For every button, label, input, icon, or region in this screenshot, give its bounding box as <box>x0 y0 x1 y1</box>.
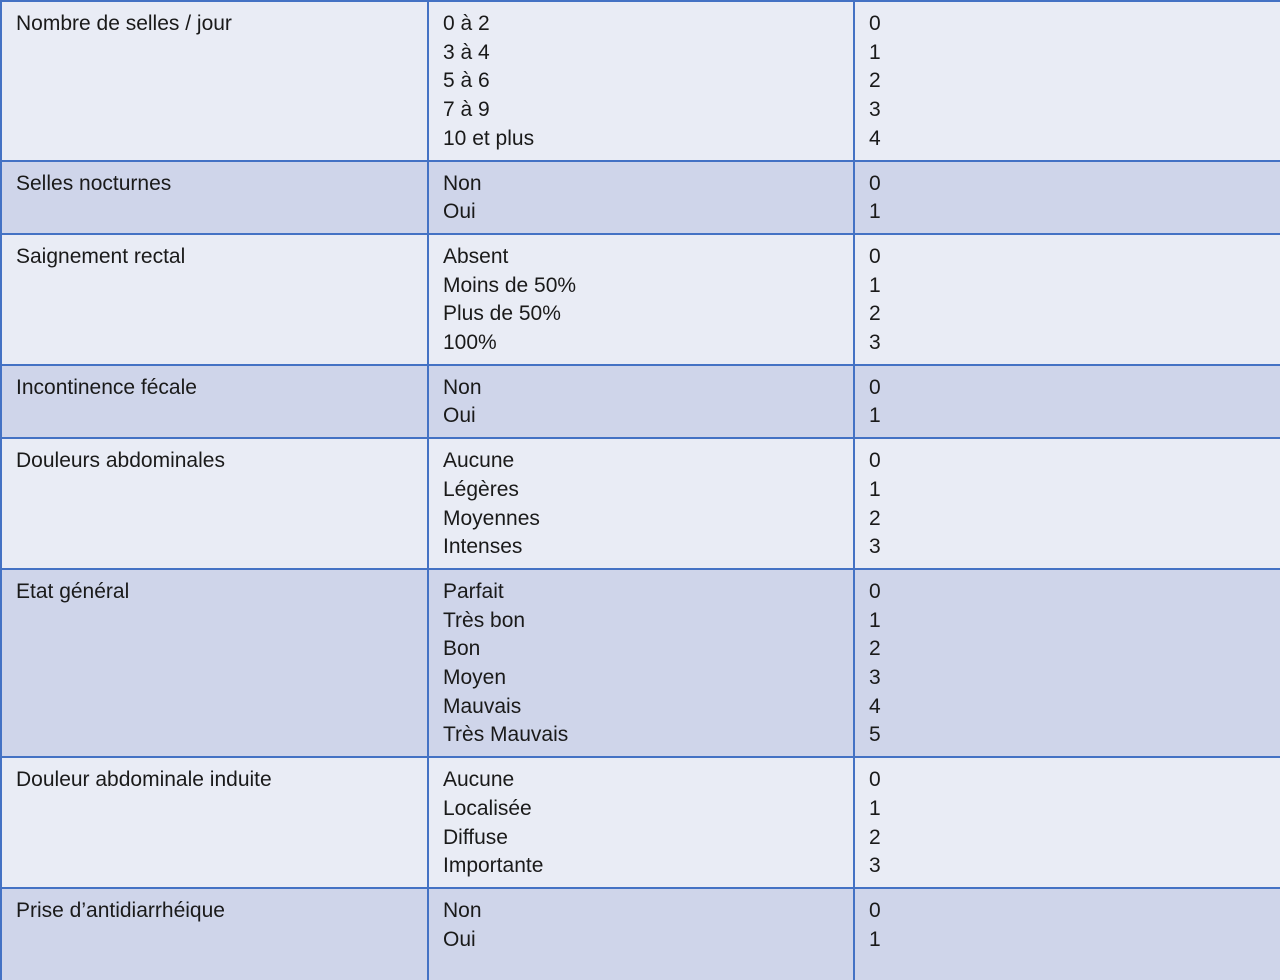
option-label: Bon <box>443 637 481 661</box>
score-value: 3 <box>869 331 881 355</box>
table-row <box>1 757 1280 888</box>
criterion-cell <box>1 438 428 569</box>
score-value: 2 <box>869 506 881 530</box>
scores-cell <box>854 888 1280 980</box>
option-label: Aucune <box>443 768 515 792</box>
score-value: 2 <box>869 302 881 326</box>
criterion-label: Douleur abdominale induite <box>16 768 272 792</box>
criterion-label: Prise d’antidiarrhéique <box>16 898 225 922</box>
criterion-cell <box>1 234 428 365</box>
criterion-label: Selles nocturnes <box>16 171 172 195</box>
scores-cell <box>854 569 1280 757</box>
option-label: Légères <box>443 477 519 501</box>
options-cell <box>428 438 854 569</box>
option-label: Oui <box>443 927 476 951</box>
option-label: Intenses <box>443 535 523 559</box>
option-label: Localisée <box>443 796 532 820</box>
score-value: 3 <box>869 98 881 122</box>
option-label: Très Mauvais <box>443 723 569 747</box>
score-value: 1 <box>869 608 881 632</box>
criterion-cell <box>1 1 428 161</box>
options-cell <box>428 1 854 161</box>
score-table-body <box>1 1 1280 980</box>
option-label: Mauvais <box>443 694 522 718</box>
options-cell <box>428 888 854 980</box>
option-label: 0 à 2 <box>443 12 490 35</box>
option-label: 5 à 6 <box>443 69 490 93</box>
criterion-cell <box>1 161 428 234</box>
option-label: Très bon <box>443 608 526 632</box>
table-row <box>1 161 1280 234</box>
scores-cell <box>854 161 1280 234</box>
score-value: 1 <box>869 404 881 428</box>
score-value: 2 <box>869 825 881 849</box>
score-value: 0 <box>869 171 881 195</box>
criterion-label: Etat général <box>16 579 130 603</box>
score-value: 0 <box>869 579 881 603</box>
score-value: 1 <box>869 200 881 224</box>
option-label: Oui <box>443 404 476 428</box>
options-cell <box>428 569 854 757</box>
option-label: Moins de 50% <box>443 273 577 297</box>
score-value: 0 <box>869 375 881 399</box>
score-value: 0 <box>869 768 881 792</box>
score-value: 1 <box>869 927 881 951</box>
score-value: 1 <box>869 40 881 64</box>
score-value: 0 <box>869 12 881 35</box>
table-row <box>1 569 1280 757</box>
option-label: 7 à 9 <box>443 98 490 122</box>
option-label: Oui <box>443 200 476 224</box>
option-label: 3 à 4 <box>443 40 490 64</box>
score-value: 2 <box>869 637 881 661</box>
options-cell <box>428 365 854 438</box>
option-label: Non <box>443 171 482 195</box>
criterion-label: Douleurs abdominales <box>16 449 225 473</box>
option-label: 100% <box>443 331 497 355</box>
scores-cell <box>854 757 1280 888</box>
option-label: 10 et plus <box>443 126 535 150</box>
option-label: Plus de 50% <box>443 302 561 326</box>
option-label: Parfait <box>443 579 504 603</box>
score-value: 4 <box>869 694 881 718</box>
table-row <box>1 888 1280 980</box>
criterion-label: Saignement rectal <box>16 244 186 268</box>
score-value: 5 <box>869 723 881 747</box>
score-value: 0 <box>869 244 881 268</box>
score-value: 2 <box>869 69 881 93</box>
score-value: 1 <box>869 477 881 501</box>
criterion-cell <box>1 569 428 757</box>
option-label: Importante <box>443 854 544 878</box>
option-label: Non <box>443 375 482 399</box>
scores-cell <box>854 1 1280 161</box>
table-row <box>1 438 1280 569</box>
score-value: 3 <box>869 535 881 559</box>
score-value: 0 <box>869 898 881 922</box>
option-label: Moyen <box>443 666 507 690</box>
score-value: 0 <box>869 449 881 473</box>
option-label: Non <box>443 898 482 922</box>
criterion-label: Incontinence fécale <box>16 375 197 399</box>
table-row <box>1 1 1280 161</box>
scores-cell <box>854 438 1280 569</box>
option-label: Diffuse <box>443 825 508 849</box>
score-value: 3 <box>869 666 881 690</box>
criterion-cell <box>1 888 428 980</box>
option-label: Aucune <box>443 449 515 473</box>
score-value: 4 <box>869 126 881 150</box>
criterion-cell <box>1 365 428 438</box>
options-cell <box>428 234 854 365</box>
scores-cell <box>854 234 1280 365</box>
option-label: Moyennes <box>443 506 540 530</box>
options-cell <box>428 757 854 888</box>
option-label: Absent <box>443 244 509 268</box>
scores-cell <box>854 365 1280 438</box>
criterion-cell <box>1 757 428 888</box>
table-row <box>1 234 1280 365</box>
criterion-label: Nombre de selles / jour <box>16 12 232 35</box>
score-value: 1 <box>869 796 881 820</box>
score-value: 1 <box>869 273 881 297</box>
table-row <box>1 365 1280 438</box>
score-value: 3 <box>869 854 881 878</box>
options-cell <box>428 161 854 234</box>
